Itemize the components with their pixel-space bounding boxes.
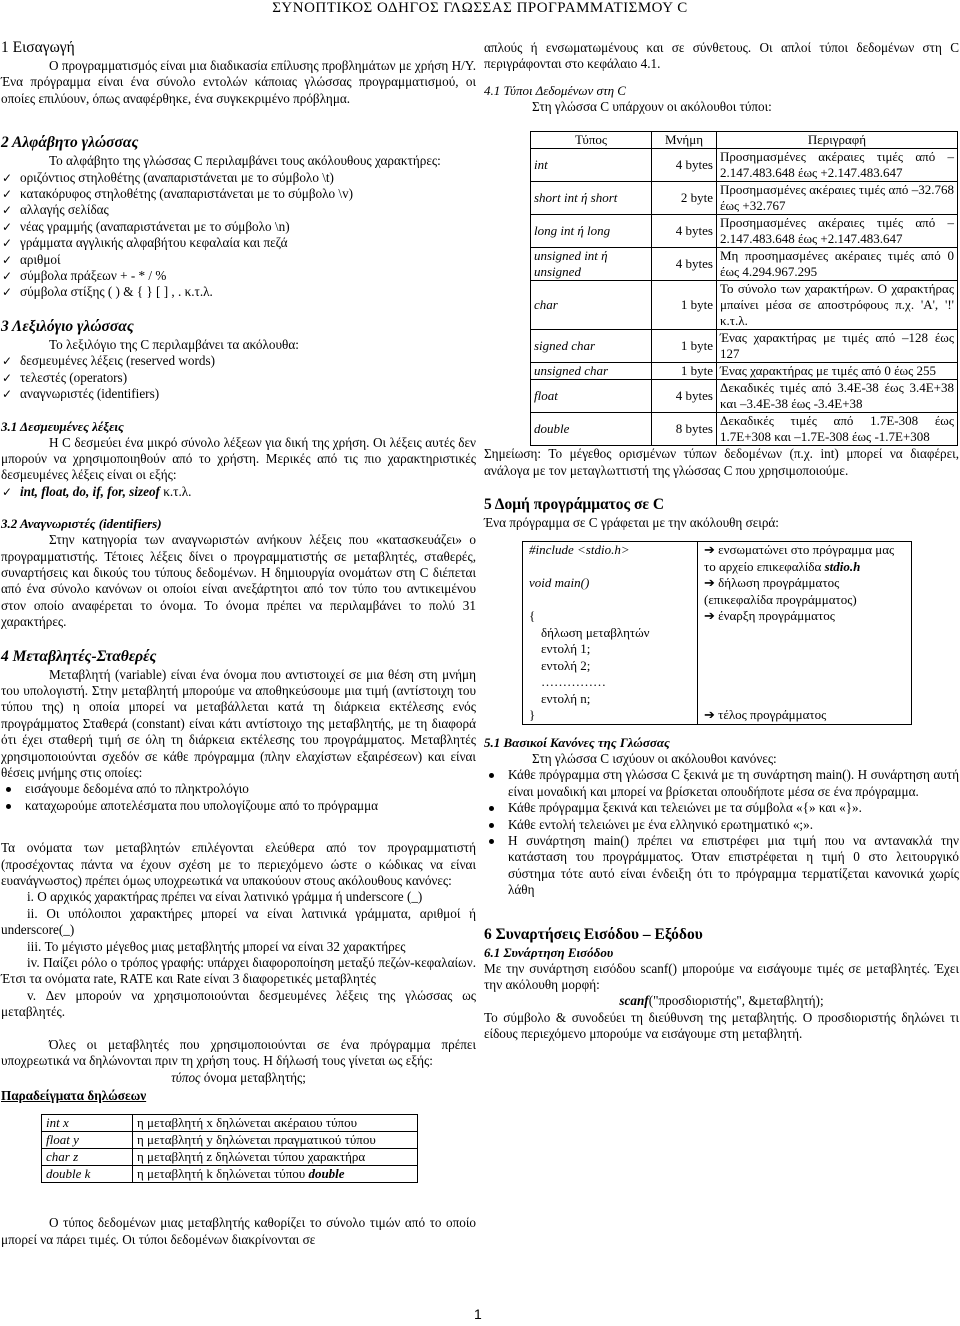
section-5-1-paragraph: Στη γλώσσα C ισχύουν οι ακόλουθοι κανόνες: xyxy=(532,750,777,766)
type-cell xyxy=(531,215,652,248)
naming-rule: i. Ο αρχικός χαρακτήρας πρέπει να είναι λατινικό γράμμα ή underscore (_) xyxy=(27,889,423,905)
section-6-1-paragraph: Με την συνάρτηση εισόδου scanf() μπορούμε να εισάγουμε τιμές σε μεταβλητές. Έχει την ακόλουθη μορφή: xyxy=(484,960,959,992)
page-title: ΣΥΝΟΠΤΙΚΟΣ ΟΔΗΓΟΣ ΓΛΩΣΣΑΣ ΠΡΟΓΡΑΜΜΑΤΙΣΜΟΥ C xyxy=(272,0,688,16)
example-desc-text: η μεταβλητή y δηλώνεται πραγματικού τύπου xyxy=(137,1132,376,1148)
example-desc xyxy=(133,1132,418,1149)
type-name: unsigned char xyxy=(534,363,609,379)
section-2-paragraph: Το αλφάβητο της γλώσσας C περιλαμβάνει τους ακόλουθους χαρακτήρες: xyxy=(49,153,441,169)
comment-text: έναρξη προγράμματος xyxy=(718,608,835,624)
comment-cell xyxy=(698,658,912,675)
section-6-1-heading: 6.1 Συνάρτηση Εισόδου xyxy=(484,944,614,960)
table-row xyxy=(42,1115,418,1132)
example-code-text: float y xyxy=(46,1132,79,1148)
type-cell xyxy=(531,413,652,446)
list-item: ✓ αριθμοί xyxy=(1,252,476,268)
type-name: unsigned int ή unsigned xyxy=(534,248,608,280)
table-row xyxy=(531,413,958,446)
table-row xyxy=(531,182,958,215)
list-item: ✓ γράμματα αγγλικής αλφαβήτου κεφαλαία και πεζά xyxy=(1,235,476,251)
type-name: double xyxy=(534,421,570,437)
table-row xyxy=(523,641,912,658)
comment-cell xyxy=(698,707,912,724)
section-1-heading: 1 Εισαγωγή xyxy=(1,39,75,56)
list-item: εισάγουμε δεδομένα από το πληκτρολόγιο xyxy=(1,781,476,797)
memory-cell: 2 byte xyxy=(652,182,717,215)
memory-cell: 4 bytes xyxy=(652,149,717,182)
section-5-heading: 5 Δομή προγράμματος σε C xyxy=(484,496,665,514)
section-6-1-paragraph-2: Το σύμβολο & συνοδεύει τη διεύθυνση της μεταβλητής. Ο προσδιοριστής δηλώνει τι είδους περιεχόμενο μπορούμε να εισάγουμε στη μεταβλητή. xyxy=(484,1009,959,1042)
list-item: ✓ τελεστές (operators) xyxy=(1,370,476,386)
comment-cell xyxy=(698,608,912,625)
declaration-examples-table xyxy=(41,1114,418,1183)
table-row xyxy=(523,658,912,675)
data-types-paragraph-cont: απλούς ή ενσωματωμένους και σε σύνθετους. Οι απλοί τύποι δεδομένων στη C περιγράφονται στο κεφάλαιο 4.1. xyxy=(484,40,959,72)
section-3-1-heading: 3.1 Δεσμευμένες λέξεις xyxy=(1,418,124,434)
code-cell xyxy=(523,575,698,608)
comment-cell xyxy=(698,641,912,658)
declaration-syntax xyxy=(1,1070,476,1086)
column-header: Περιγραφή xyxy=(717,132,958,149)
code-text: void main() xyxy=(529,575,590,591)
table-row xyxy=(523,707,912,724)
example-code xyxy=(42,1166,133,1183)
table-row xyxy=(531,248,958,281)
column-header: Τύπος xyxy=(531,132,652,149)
right-column xyxy=(484,40,959,1043)
type-cell xyxy=(531,182,652,215)
table-row xyxy=(531,215,958,248)
type-cell xyxy=(531,248,652,281)
code-cell: δήλωση μεταβλητών xyxy=(523,625,698,642)
naming-rule: ii. Οι υπόλοιποι χαρακτήρες μπορεί να είναι λατινικά γράμματα, αριθμοί ή underscore(_) xyxy=(1,905,476,938)
comment-cell xyxy=(698,575,912,608)
examples-heading: Παραδείγματα δηλώσεων xyxy=(1,1087,147,1103)
memory-cell: 1 byte xyxy=(652,281,717,330)
description-cell: Προσημασμένες ακέραιες τιμές από –2.147.483.648 έως +2.147.483.647 xyxy=(717,149,958,182)
naming-rule: v. Δεν μπορούν να χρησιμοποιούνται δεσμευμένες λέξεις της γλώσσας ως μεταβλητές. xyxy=(1,987,476,1020)
memory-cell: 8 bytes xyxy=(652,413,717,446)
data-types-table xyxy=(530,131,958,446)
table-row xyxy=(523,691,912,708)
table-row xyxy=(523,542,912,576)
list-item: ✓ οριζόντιος στηλοθέτης (αναπαριστάνεται με το σύμβολο \t) xyxy=(1,170,476,186)
page-number: 1 xyxy=(474,1306,482,1322)
program-structure-table xyxy=(522,541,912,725)
example-code xyxy=(42,1115,133,1132)
table-row xyxy=(531,149,958,182)
description-cell: Ένας χαρακτήρας με τιμές από –128 έως 127 xyxy=(717,330,958,363)
section-4-heading: 4 Μεταβλητές-Σταθερές xyxy=(1,647,157,665)
keywords-etc: κ.τ.λ. xyxy=(159,483,192,499)
data-types-paragraph: Ο τύπος δεδομένων μιας μεταβλητής καθορίζει το σύνολο τιμών από το οποίο μπορεί να πάρει τιμές. Οι τύποι δεδομένων διακρίνονται σε xyxy=(1,1215,476,1247)
type-cell xyxy=(531,363,652,380)
types-note: Σημείωση: Το μέγεθος ορισμένων τύπων δεδομένων (π.χ. int) μπορεί να διαφέρει, ανάλογα με τον μεταγλωττιστή της γλώσσας C που χρησιμοποιούμε. xyxy=(484,446,959,478)
table-row xyxy=(531,281,958,330)
comment-text: ενσωματώνει στο πρόγραμμα μας το αρχείο επικεφαλίδα xyxy=(704,542,895,574)
code-cell: εντολή 1; xyxy=(523,641,698,658)
type-name: float xyxy=(534,388,558,404)
description-cell: Δεκαδικές τιμές από 1.7E-308 έως 1.7E+308 και –1.7E-308 έως -1.7E+308 xyxy=(717,413,958,446)
type-name: long int ή long xyxy=(534,223,611,239)
table-header-row xyxy=(531,132,958,149)
column-header: Μνήμη xyxy=(652,132,717,149)
description-cell: Προσημασμένες ακέραιες τιμές από –2.147.483.648 έως +2.147.483.647 xyxy=(717,215,958,248)
memory-cell: 4 bytes xyxy=(652,380,717,413)
list-item: ✓ κατακόρυφος στηλοθέτης (αναπαριστάνεται με το σύμβολο \v) xyxy=(1,186,476,202)
declaration-name: όνομα μεταβλητής; xyxy=(200,1069,306,1085)
table-row xyxy=(523,575,912,608)
comment-cell xyxy=(698,542,912,576)
table-row xyxy=(523,608,912,625)
type-cell xyxy=(531,281,652,330)
keywords-list xyxy=(1,484,476,500)
type-cell xyxy=(531,149,652,182)
alphabet-list xyxy=(1,170,476,301)
list-item: Κάθε πρόγραμμα ξεκινά και τελειώνει με τα σύμβολα «{» και «}». xyxy=(484,800,959,816)
comment-cell xyxy=(698,674,912,691)
type-name: char xyxy=(534,297,558,313)
memory-cell: 4 bytes xyxy=(652,248,717,281)
section-5-paragraph: Ένα πρόγραμμα σε C γράφεται με την ακόλουθη σειρά: xyxy=(484,515,779,531)
example-code xyxy=(42,1149,133,1166)
list-item: ✓ σύμβολα στίξης ( ) & { } [ ] , . κ.τ.λ. xyxy=(1,284,476,300)
section-3-heading: 3 Λεξιλόγιο γλώσσας xyxy=(1,317,134,335)
section-6-heading: 6 Συναρτήσεις Εισόδου – Εξόδου xyxy=(484,925,703,943)
memory-cell: 4 bytes xyxy=(652,215,717,248)
comment-bold: stdio.h xyxy=(824,558,861,574)
example-code-text: char z xyxy=(46,1149,79,1165)
section-5-1-heading: 5.1 Βασικοί Κανόνες της Γλώσσας xyxy=(484,734,670,750)
arrow-right-icon: ➔ xyxy=(704,542,715,558)
memory-cell: 1 byte xyxy=(652,363,717,380)
naming-rule: iv. Παίζει ρόλο ο τρόπος γραφής: υπάρχει διαφοροποίηση μεταξύ πεζών-κεφαλαίων. Έτσι τα ονόματα rate, RATE και Rate είναι 3 διαφορετικές μεταβλητές xyxy=(1,955,476,987)
section-3-2-heading: 3.2 Αναγνωριστές (identifiers) xyxy=(1,516,162,532)
section-1-paragraph: Ο προγραμματισμός είναι μια διαδικασία επίλυσης προβλημάτων με χρήση Η/Υ. Ένα πρόγραμμα είναι ένα σύνολο εντολών κάποιας γλώσσας προγραμματισμού, οι οποίες επιλύουν, όπως αναφέρθηκε, ένα συγκεκριμένο πρόβλημα. xyxy=(1,58,476,106)
comment-cell xyxy=(698,625,912,642)
list-item: Κάθε εντολή τελειώνει με ένα ελληνικό ερωτηματικό «;». xyxy=(484,817,959,833)
example-desc-text: η μεταβλητή z δηλώνεται τύπου χαρακτήρα xyxy=(137,1149,366,1165)
description-cell: Το σύνολο των χαρακτήρων. Ο χαρακτήρας μπαίνει μέσα σε αποστρόφους π.χ. 'A', '!' κ.τ.λ. xyxy=(717,281,958,330)
table-row xyxy=(531,380,958,413)
arrow-right-icon: ➔ xyxy=(704,608,715,624)
example-code-text: int x xyxy=(46,1115,69,1131)
scanf-args: ("προσδιοριστής", &μεταβλητή); xyxy=(648,993,824,1009)
code-cell: } xyxy=(523,707,698,724)
section-4-1-heading: 4.1 Τύποι Δεδομένων στη C xyxy=(484,82,626,98)
section-2-heading: 2 Αλφάβητο γλώσσας xyxy=(1,134,139,152)
language-rules-list xyxy=(484,767,959,898)
naming-rules-intro: Τα ονόματα των μεταβλητών επιλέγονται ελεύθερα από τον προγραμματιστή (προσέχοντας πάντα να έχουν σχέση με το περιεχόμενο ώστε ο κώδικας να είναι ευανάγνωστος) πρέπει όμως υποχρεωτικά να υπακούουν στους ακόλουθους κανόνες: xyxy=(1,840,476,889)
type-cell xyxy=(531,380,652,413)
code-text: #include <stdio.h> xyxy=(529,542,630,558)
table-row xyxy=(531,330,958,363)
example-desc-bold: double xyxy=(308,1166,345,1182)
scanf-keyword: scanf xyxy=(619,993,649,1009)
example-code xyxy=(42,1132,133,1149)
section-4-1-paragraph: Στη γλώσσα C υπάρχουν οι ακόλουθοι τύποι: xyxy=(532,98,772,114)
left-column xyxy=(1,38,476,1248)
section-3-paragraph: Το λεξιλόγιο της C περιλαμβάνει τα ακόλουθα: xyxy=(49,336,299,352)
example-desc xyxy=(133,1166,418,1183)
declaration-type: τύπος xyxy=(171,1069,201,1085)
naming-rule: iii. Το μέγιστο μέγεθος μιας μεταβλητής μπορεί να είναι 32 χαρακτήρες xyxy=(27,938,406,954)
code-cell: { xyxy=(523,608,698,625)
type-cell xyxy=(531,330,652,363)
table-row xyxy=(523,625,912,642)
example-desc-text: η μεταβλητή k δηλώνεται τύπου xyxy=(137,1166,309,1182)
list-item: καταχωρούμε αποτελέσματα που υπολογίζουμε από το πρόγραμμα xyxy=(1,798,476,814)
type-name: short int ή short xyxy=(534,190,618,206)
list-item: ✓ σύμβολα πράξεων + - * / % xyxy=(1,268,476,284)
comment-text: τέλος προγράμματος xyxy=(718,707,827,723)
arrow-right-icon: ➔ xyxy=(704,707,715,723)
description-cell: Ένας χαρακτήρας με τιμές από 0 έως 255 xyxy=(717,363,958,380)
memory-usage-list xyxy=(1,781,476,814)
type-name: int xyxy=(534,157,548,173)
table-row xyxy=(42,1166,418,1183)
section-3-1-paragraph: Η C δεσμεύει ένα μικρό σύνολο λέξεων για δική της χρήση. Οι λέξεις αυτές δεν μπορούν να χρησιμοποιηθούν από το χρήστη. Μερικές από τις πιο χαρακτηριστικές δεσμευμένες λέξεις είναι οι εξής: xyxy=(1,434,476,483)
list-item: ✓ αναγνωριστές (identifiers) xyxy=(1,386,476,402)
list-item: ✓ δεσμευμένες λέξεις (reserved words) xyxy=(1,353,476,369)
list-item: Η συνάρτηση main() πρέπει να επιστρέφει μια τιμή που να αντανακλά την κατάσταση του προγράμματος. Όταν επιστρέφεται η τιμή 0 στο λειτουργικό σύστημα τότε αυτό είναι ένδειξη ότι το πρόγραμμα τερματίζεται κανονικά χωρίς λάθη xyxy=(484,833,959,899)
comment-text: δήλωση προγράμματος (επικεφαλίδα προγράμματος) xyxy=(704,575,857,607)
table-row xyxy=(531,363,958,380)
example-desc xyxy=(133,1115,418,1132)
table-row xyxy=(523,674,912,691)
section-4-paragraph: Μεταβλητή (variable) είναι ένα όνομα που αντιστοιχεί σε μια θέση στη μνήμη του υπολογιστή. Στην μεταβλητή μπορούμε να αποθηκεύσουμε μια τιμή (αντίστοιχη του τύπου της) η οποία μπορεί να μεταβάλλεται κατά τη διάρκεια εκτέλεσης ενός προγράμματος Σταθερά (constant) είναι κάτι αντίστοιχο της μεταβλητής, με τη διαφορά ότι έχει σταθερή τιμή σε όλη τη διάρκεια εκτέλεσης του προγράμματος. Μεταβλητές χρησιμοποιούνται σχεδόν σε κάθε πρόγραμμα (πλην ελαχίστων εξαιρέσεων) και είναι θέσεις μνήμης στις οποίες: xyxy=(1,666,476,780)
table-row xyxy=(42,1149,418,1166)
table-row xyxy=(42,1132,418,1149)
keywords: int, float, do, if, for, sizeof xyxy=(20,483,160,499)
example-desc xyxy=(133,1149,418,1166)
code-cell: εντολή n; xyxy=(523,691,698,708)
code-cell: εντολή 2; xyxy=(523,658,698,675)
list-item: Κάθε πρόγραμμα στη γλώσσα C ξεκινά με τη συνάρτηση main(). Η συνάρτηση αυτή είναι μοναδική και μπορεί να βρίσκεται οπουδήποτε μέσα σε ένα πρόγραμμα. xyxy=(484,767,959,800)
example-code-text: double k xyxy=(46,1166,91,1182)
memory-cell: 1 byte xyxy=(652,330,717,363)
comment-cell xyxy=(698,691,912,708)
scanf-syntax xyxy=(484,993,959,1009)
arrow-right-icon: ➔ xyxy=(704,575,715,591)
list-item xyxy=(1,484,476,500)
list-item: ✓ αλλαγής σελίδας xyxy=(1,202,476,218)
description-cell: Μη προσημασμένες ακέραιες τιμές από 0 έως 4.294.967.295 xyxy=(717,248,958,281)
type-name: signed char xyxy=(534,338,596,354)
description-cell: Προσημασμένες ακέραιες τιμές από –32.768 έως +32.767 xyxy=(717,182,958,215)
code-cell: …………… xyxy=(523,674,698,691)
list-item: ✓ νέας γραμμής (αναπαριστάνεται με το σύμβολο \n) xyxy=(1,219,476,235)
vocabulary-list xyxy=(1,353,476,402)
example-desc-text: η μεταβλητή x δηλώνεται ακέραιου τύπου xyxy=(137,1115,358,1131)
description-cell: Δεκαδικές τιμές από 3.4E-38 έως 3.4E+38 και –3.4E-38 έως -3.4E+38 xyxy=(717,380,958,413)
section-3-2-paragraph: Στην κατηγορία των αναγνωριστών ανήκουν λέξεις που «κατασκευάζει» ο προγραμματιστής. Τέτοιες λέξεις δίνει ο προγραμματιστής σε μεταβλητές, σταθερές, συναρτήσεις και δικούς του τύπους δεδομένων. Η δημιουργία ονομάτων στη C διέπεται από ένα σύνολο κανόνων οι οποίοι είναι ανεξάρτητοι από τον τύπο του αντικειμένου στον οποίο αναφέρεται το όνομα. Το όνομα πρέπει να περιλαμβάνει το πολύ 31 χαρακτήρες. xyxy=(1,532,476,630)
code-cell xyxy=(523,542,698,576)
declaration-paragraph: Όλες οι μεταβλητές που χρησιμοποιούνται σε ένα πρόγραμμα πρέπει υποχρεωτικά να δηλώνονται πριν τη χρήση τους. Η δήλωσή τους γίνεται ως εξής: xyxy=(1,1036,476,1069)
